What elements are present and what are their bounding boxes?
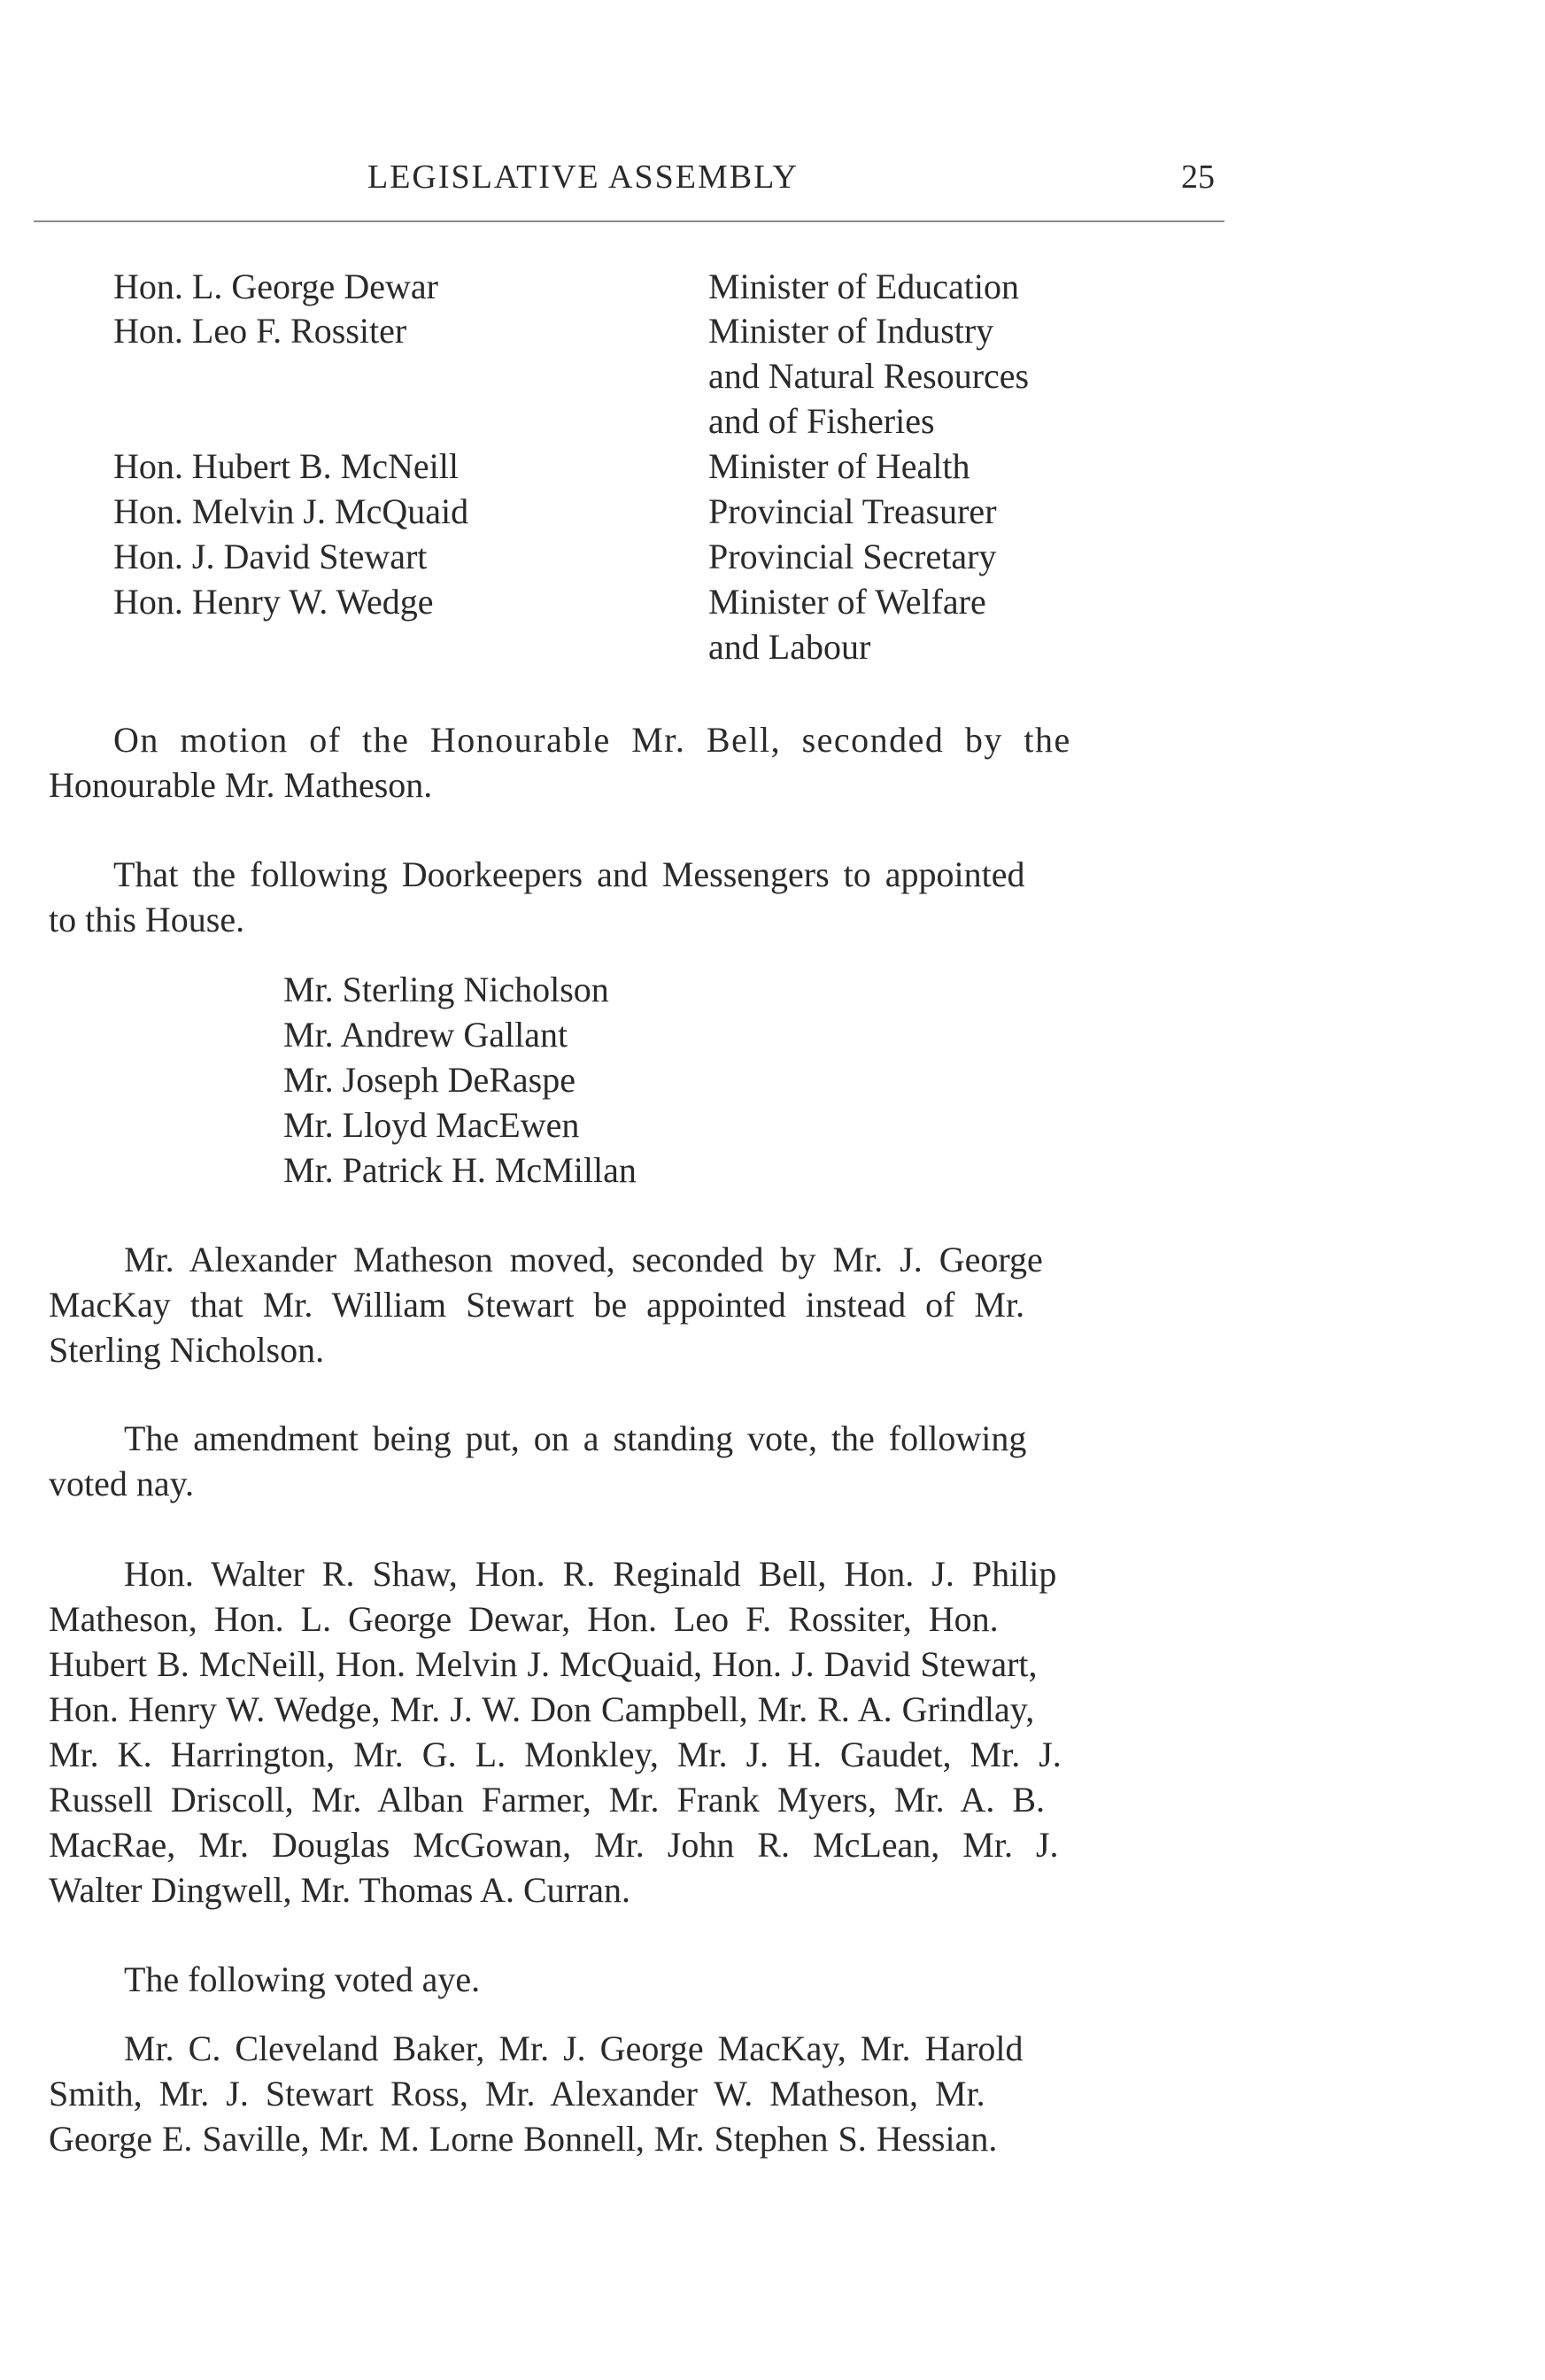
header-rule: [34, 220, 1224, 222]
minister-office: Minister of Education: [708, 267, 1020, 306]
nays-line: Mr. K. Harrington, Mr. G. L. Monkley, Mr. J. H. Gaudet, Mr. J.: [49, 1735, 1062, 1774]
minister-office: Minister of Industry: [708, 311, 994, 351]
amendment-line: MacKay that Mr. William Stewart be appointed instead of Mr.: [49, 1285, 1025, 1325]
nays-line: MacRae, Mr. Douglas McGowan, Mr. John R. McLean, Mr. J.: [49, 1825, 1059, 1865]
amendment-line: Mr. Alexander Matheson moved, seconded by Mr. J. George: [124, 1240, 1043, 1279]
nays-line: Russell Driscoll, Mr. Alban Farmer, Mr. Frank Myers, Mr. A. B.: [49, 1780, 1046, 1820]
minister-office: Minister of Health: [708, 446, 970, 486]
minister-office: and Natural Resources: [708, 356, 1030, 396]
ayes-line: Smith, Mr. J. Stewart Ross, Mr. Alexander W. Matheson, Mr.: [49, 2074, 985, 2113]
doorkeepers-paragraph-line: That the following Doorkeepers and Messengers to appointed: [113, 854, 1025, 894]
motion-line: On motion of the Honourable Mr. Bell, seconded by the: [113, 720, 1071, 760]
minister-office: Minister of Welfare: [708, 582, 986, 622]
minister-name: Hon. Leo F. Rossiter: [113, 311, 407, 351]
motion-line: Honourable Mr. Matheson.: [49, 765, 433, 805]
vote-intro-line: voted nay.: [49, 1464, 195, 1503]
vote-intro-line: The amendment being put, on a standing vote, the following: [124, 1418, 1027, 1458]
doorkeeper-name: Mr. Sterling Nicholson: [283, 970, 609, 1009]
doorkeeper-name: Mr. Lloyd MacEwen: [283, 1105, 580, 1145]
minister-name: Hon. Melvin J. McQuaid: [113, 491, 469, 531]
aye-intro: The following voted aye.: [124, 1959, 481, 1999]
minister-office: Provincial Treasurer: [708, 491, 997, 531]
doorkeepers-paragraph-line: to this House.: [49, 900, 245, 939]
doorkeeper-name: Mr. Andrew Gallant: [283, 1015, 568, 1055]
minister-name: Hon. J. David Stewart: [113, 537, 428, 576]
minister-office: and of Fisheries: [708, 401, 935, 441]
nays-line: Matheson, Hon. L. George Dewar, Hon. Leo F. Rossiter, Hon.: [49, 1599, 999, 1639]
minister-office: and Labour: [708, 627, 871, 667]
nays-line: Hon. Walter R. Shaw, Hon. R. Reginald Bell, Hon. J. Philip: [124, 1554, 1057, 1594]
minister-name: Hon. Henry W. Wedge: [113, 582, 434, 622]
minister-office: Provincial Secretary: [708, 537, 997, 576]
nays-line: Hubert B. McNeill, Hon. Melvin J. McQuaid, Hon. J. David Stewart,: [49, 1644, 1038, 1684]
running-head-title: LEGISLATIVE ASSEMBLY: [367, 158, 799, 196]
ayes-line: Mr. C. Cleveland Baker, Mr. J. George MacKay, Mr. Harold: [124, 2028, 1024, 2068]
nays-line: Hon. Henry W. Wedge, Mr. J. W. Don Campbell, Mr. R. A. Grindlay,: [49, 1689, 1035, 1729]
page-number: 25: [1181, 158, 1215, 196]
amendment-line: Sterling Nicholson.: [49, 1330, 325, 1370]
ayes-line: George E. Saville, Mr. M. Lorne Bonnell, Mr. Stephen S. Hessian.: [49, 2119, 998, 2159]
nays-line: Walter Dingwell, Mr. Thomas A. Curran.: [49, 1870, 631, 1910]
minister-name: Hon. L. George Dewar: [113, 267, 438, 306]
minister-name: Hon. Hubert B. McNeill: [113, 446, 459, 486]
running-head: [0, 158, 1545, 211]
doorkeeper-name: Mr. Joseph DeRaspe: [283, 1060, 576, 1100]
doorkeeper-name: Mr. Patrick H. McMillan: [283, 1150, 637, 1190]
